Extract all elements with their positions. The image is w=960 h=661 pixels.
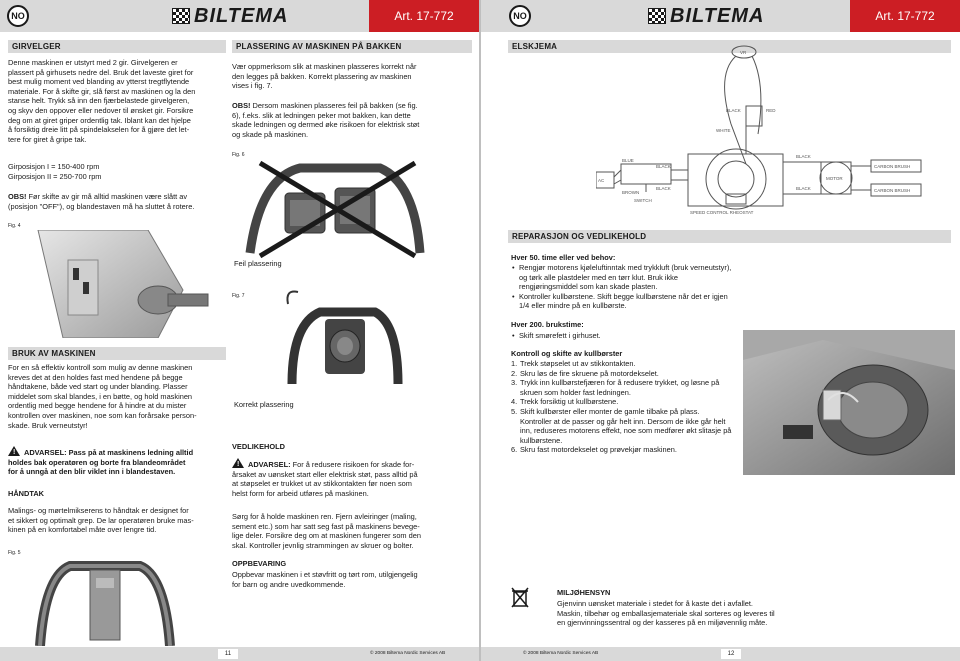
fig-6-wrong-placement-photo <box>240 158 430 260</box>
label-switch: SWITCH <box>634 198 652 203</box>
hver-50-title: Hver 50. time eller ved behov: <box>511 253 616 262</box>
list-item: • Kontroller kullbørstene. Skift begge kullbørstene når det er igjen 1/4 eller mindre på en kullbørste. <box>511 292 733 311</box>
bruk-warning: !ADVARSEL: Pass på at maskinens ledning alltid holdes bak operatøren og borte fra blandeområdet for å unngå at den blir viklet inn i blandestaven. <box>8 446 230 477</box>
hver-200-list <box>511 331 733 341</box>
wiring-diagram <box>596 44 951 224</box>
list-item: 1. Trekk støpselet ut av stikkontakten. <box>511 359 636 368</box>
page-number: 12 <box>721 649 741 659</box>
right-page <box>481 0 960 661</box>
country-badge: NO <box>7 5 29 27</box>
label-speed-control: SPEED CONTROL RHEOSTAT <box>690 210 754 215</box>
warning-triangle-icon <box>8 446 20 456</box>
recycle-bin-icon <box>511 586 529 608</box>
fig-7-caption: Fig. 7 <box>232 293 245 299</box>
fig-4-caption: Fig. 4 <box>8 223 21 229</box>
article-number: Art. 17-772 <box>850 0 960 32</box>
wrong-placement-illustration <box>240 158 430 260</box>
kontroll-steps <box>511 359 733 455</box>
section-heading-elskjema: ELSKJEMA <box>508 40 951 53</box>
handtak-text: Malings- og mørtelmikserens to håndtak er designet for et sikkert og optimalt grep. De lar operatøren bruke mas- kinen på en komfortabel måte over lengre tid. <box>8 506 194 535</box>
country-badge: NO <box>509 5 531 27</box>
biltema-logo <box>172 5 288 27</box>
label-blue: BLUE <box>622 158 634 163</box>
fig-7-correct-placement-photo <box>280 284 410 394</box>
list-item: 4. Trekk forsiktig ut kullbørstene. <box>511 397 619 407</box>
list-item: 3. Trykk inn kullbørstefjæren for å redusere trykket, og løsne på skruen som holder fast ledningen. <box>511 378 720 397</box>
section-heading-girvelger: GIRVELGER <box>8 40 226 53</box>
label-black-2: BLACK <box>656 164 671 169</box>
section-heading-bruk: BRUK AV MASKINEN <box>8 347 226 360</box>
kontroll-title: Kontroll og skifte av kullbørster <box>511 349 623 358</box>
plassering-text: Vær oppmerksom slik at maskinen plasseres korrekt når den legges på bakken. Korrekt plassering av maskinen vises i fig. 7. <box>232 62 417 91</box>
correct-placement-label: Korrekt plassering <box>234 400 294 409</box>
label-brown: BROWN <box>622 190 640 195</box>
gear-positions: Girposisjon I = 150-400 rpm Girposisjon II = 250-700 rpm <box>8 162 102 181</box>
page-header <box>481 0 960 32</box>
list-item: 2. Skru løs de fire skruene på motordekselet. <box>511 368 659 378</box>
label-ac: AC <box>598 178 605 183</box>
label-black-1: BLACK <box>726 108 741 113</box>
fig-4-gearbox-photo <box>8 230 230 338</box>
list-item: 5. Skift kullbørster eller monter de gamle tilbake på plass. Kontroller at de passer og går helt inn. Dersom de ikke går helt inn, reduseres motorens effekt, noe som medfører økt slitasje på kullbørstene. <box>511 406 732 445</box>
label-black-4: BLACK <box>656 186 671 191</box>
list-item: • Rengjør motorens kjøleluftinntak med trykkluft (bruk verneutstyr), og tørk alle plastdeler med en tørr klut. Bruk ikke rengjøringsmiddel som kan skade plasten. <box>511 263 733 292</box>
checkered-flag-icon <box>648 8 666 24</box>
fig-5-caption: Fig. 5 <box>8 550 21 556</box>
handles-illustration <box>30 556 180 646</box>
section-heading-handtak: HÅNDTAK <box>8 489 44 498</box>
crossed-bin-icon <box>511 586 529 608</box>
label-red: RED <box>766 108 776 113</box>
vedlikehold-text: Sørg for å holde maskinen ren. Fjern avleiringer (maling, sement etc.) som har satt seg fast på maskinens bevege- lige deler. Forsikre deg om at maskinen fungerer som den skal. Kontroller jevnlig strammingen av skruer og bolter. <box>232 512 421 550</box>
label-carbon-brush-2: CARBON BRUSH <box>874 188 911 193</box>
fig-6-caption: Fig. 6 <box>232 152 245 158</box>
section-heading-oppbevaring: OPPBEVARING <box>232 559 287 568</box>
list-item: 6. Skru fast motordekselet og prøvekjør maskinen. <box>511 445 677 455</box>
page-number: 11 <box>218 649 238 659</box>
checkered-flag-icon <box>172 8 190 24</box>
section-heading-reparasjon: REPARASJON OG VEDLIKEHOLD <box>508 230 951 243</box>
oppbevaring-text: Oppbevar maskinen i et støvfritt og tørt rom, utilgjengelig for barn og andre uvedkommende. <box>232 570 418 589</box>
girvelger-obs: OBS! Før skifte av gir må alltid maskinen være slått av (posisjon "OFF"), og blandestaven må ha sluttet å rotere. <box>8 192 195 211</box>
left-page <box>0 0 479 661</box>
correct-placement-illustration <box>280 284 410 394</box>
brand-name: BILTEMA <box>194 4 289 27</box>
hver-50-list <box>511 263 733 311</box>
biltema-logo <box>648 5 764 27</box>
carbon-brush-photo <box>743 330 955 475</box>
label-white: WHITE <box>716 128 731 133</box>
page-footer <box>481 647 960 661</box>
fig-5-handles-photo <box>30 556 180 646</box>
hver-200-title: Hver 200. brukstime: <box>511 320 584 329</box>
girvelger-text: Denne maskinen er utstyrt med 2 gir. Girvelgeren er plassert på girhusets nedre del. Bruk det laveste giret for best mulig moment ved blanding av ytterst tregtflytende materiale. For å skifte gir, slå først av maskinen og la den stanse helt. Trykk så inn den fjærbelastede girvelgeren, og skyv den oppover eller nedover til ønsket gir. Forsikre deg om at giret griper ordentlig tak. Iblant kan det hjelpe å forsiktig dreie litt på spindelakselen for å gjøre det let- tere for giret å gripe tak. <box>8 58 196 144</box>
wrong-placement-label: Feil plassering <box>234 259 282 268</box>
warning-triangle-icon <box>232 458 244 468</box>
label-vr: VR <box>740 50 747 55</box>
label-black-5: BLACK <box>796 186 811 191</box>
section-heading-plassering: PLASSERING AV MASKINEN PÅ BAKKEN <box>232 40 472 53</box>
label-black-3: BLACK <box>796 154 811 159</box>
motor-illustration <box>743 330 955 475</box>
label-motor: MOTOR <box>826 176 843 181</box>
section-heading-miljo: MILJØHENSYN <box>557 588 611 597</box>
miljo-text: Gjenvinn uønsket materiale i stedet for å kaste det i avfallet. Maskin, tilbehør og emballasjemateriale skal sorteres og leveres til en gjenvinningssentral og der kasseres på en miljøvennlig måte. <box>557 599 775 628</box>
plassering-obs: OBS! Dersom maskinen plasseres feil på bakken (se fig. 6), f.eks. slik at ledningen peker mot bakken, kan dette skade ledningen og dermed øke risikoen for elektrisk støt og skade på maskinen. <box>232 101 420 139</box>
brand-name: BILTEMA <box>670 4 765 27</box>
section-heading-vedlikehold: VEDLIKEHOLD <box>232 442 285 451</box>
list-item: • Skift smørefett i girhuset. <box>511 331 733 341</box>
article-number: Art. 17-772 <box>369 0 479 32</box>
page-footer <box>0 647 479 661</box>
vedlikehold-warning: !ADVARSEL: For å redusere risikoen for skade for- årsaket av uønsket start eller elektrisk støt, pass alltid på at støpselet er trukket ut av stikkontakten før noen som helst form for arbeid utføres på maskinen. <box>232 458 472 498</box>
copyright: © 2008 Biltema Nordic Services AB <box>370 651 446 656</box>
gearbox-illustration <box>8 230 230 338</box>
label-carbon-brush-1: CARBON BRUSH <box>874 164 911 169</box>
copyright: © 2008 Biltema Nordic Services AB <box>523 651 599 656</box>
page-header <box>0 0 479 32</box>
bruk-text: For en så effektiv kontroll som mulig av denne maskinen kreves det at den holdes fast med hendene på begge håndtakene, både ved start og under blanding. Plasser middelet som skal blandes, i en bøtte, og hold maskinen ordentlig med begge hendene for å hindre at du mister kontrollen over maskinen, noe som kan forårsake person- skade. Bruk verneutstyr! <box>8 363 197 430</box>
